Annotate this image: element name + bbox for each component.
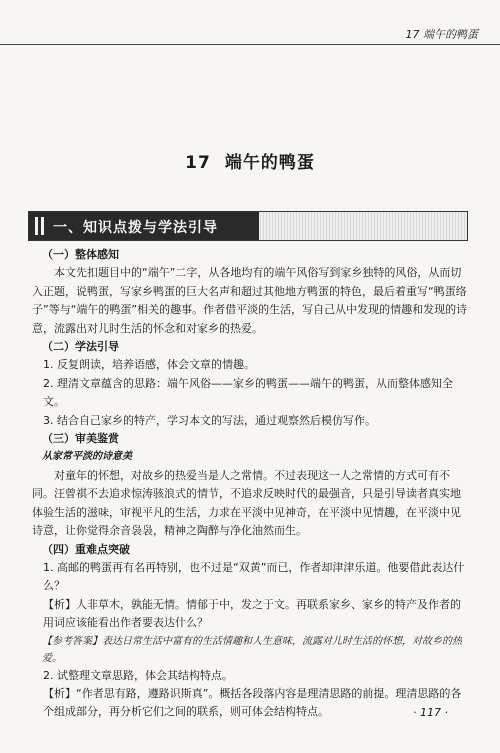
banner-tick <box>35 217 38 235</box>
minor-heading: 从家常平淡的诗意美 <box>42 451 132 463</box>
chapter-title-text: 端午的鸭蛋 <box>224 153 315 173</box>
chapter-number: 17 <box>185 153 211 173</box>
question: 2. 试整理文章思路，体会其结构特点。 <box>43 668 233 682</box>
subheading: （二）学法引导 <box>42 340 119 354</box>
running-header <box>0 22 500 45</box>
reference-answer: 【参考答案】表达日常生活中富有的生活情趣和人生意味，流露对儿时生活的怀想，对故乡的热爱。 <box>42 635 462 664</box>
section-banner <box>28 211 468 241</box>
question: 1. 高邮的鸭蛋再有名再特别，也不过是“双黄”而已，作者却津津乐道。他要借此表达什么？ <box>43 560 465 593</box>
body-content <box>32 246 468 722</box>
subheading: （一）整体感知 <box>42 248 119 261</box>
analysis: 【析】“作者思有路，遵路识斯真”。概括各段落内容是理清思路的前提。理清思路的各个组成部分，再分析它们之间的联系，则可体会结构特点。 <box>43 686 462 719</box>
subheading: （四）重难点突破 <box>42 542 130 556</box>
banner-tick <box>41 217 44 235</box>
list-item: 3. 结合自己家乡的特产，学习本文的写法，通过观察然后模仿写作。 <box>43 413 376 427</box>
paragraph: 对童年的怀想，对故乡的热爱当是人之常情。不过表现这一人之常情的方式可有不同。汪曾祺不去追求惊涛骇浪式的情节，不追求反映时代的最强音，只是引导读者真实地体验生活的滋味，审视平凡的生活，力求在平淡中见神奇，在平淡中见情趣，在平淡中见诗意，让你觉得余音袅袅，精神之陶醉与净化油然而生。 <box>32 468 461 538</box>
running-header-text: 17 端午的鸭蛋 <box>405 28 478 41</box>
subheading: （三）审美鉴赏 <box>42 432 119 446</box>
page-number: · 117 · <box>413 706 448 719</box>
paragraph: 本文先扣题目中的“端午”二字，从各地均有的端午风俗写到家乡独特的风俗，从而切入正题，说鸭蛋，写家乡鸭蛋的巨大名声和超过其他地方鸭蛋的特色，最后着重写“鸭蛋络子”等与“端午的鸭蛋”相关的趣事。作者借平淡的生活，写自己从中发现的情趣和发现的诗意，流露出对儿时生活的怀念和对家乡的热爱。 <box>32 266 468 335</box>
section-title: 一、知识点拨与学法引导 <box>53 220 218 236</box>
list-item: 1. 反复朗读，培养语感，体会文章的情趣。 <box>43 358 255 372</box>
chapter-title <box>0 148 500 173</box>
analysis: 【析】人非草木，孰能无情。情郁于中，发之于文。再联系家乡、家乡的特产及作者的用词应该能看出作者要表达什么？ <box>43 597 461 630</box>
list-item: 2. 理清文章蕴含的思路：端午风俗——家乡的鸭蛋——端午的鸭蛋，从而整体感知全文。 <box>43 376 453 409</box>
section-banner-bar <box>29 212 259 240</box>
